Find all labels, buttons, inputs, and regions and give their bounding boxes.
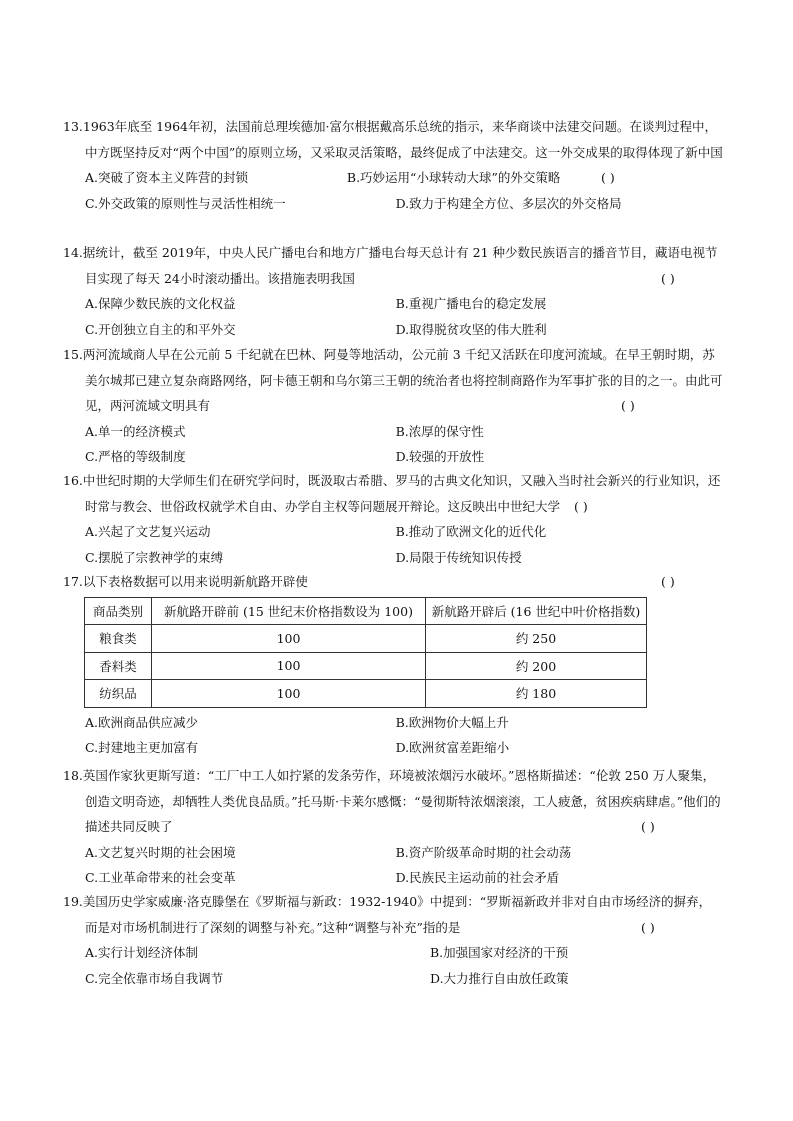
table-cell: 香料类 bbox=[85, 652, 152, 680]
table-header: 新航路开辟后 (16 世纪中叶价格指数) bbox=[426, 597, 647, 625]
question-16 bbox=[63, 468, 723, 570]
table-cell: 粮食类 bbox=[85, 625, 152, 653]
question-stem: 1963年底至 1964年初，法国前总理埃德加·富尔根据戴高乐总统的指示，来华商谈中法建交问题。在谈判过程中，中方既坚持反对“两个中国”的原则立场，又采取灵活策略，最终促成了中法建交。这一外交成果的取得体现了新中国 bbox=[82, 119, 723, 160]
price-index-table bbox=[84, 597, 647, 708]
options bbox=[85, 840, 723, 891]
table-row bbox=[85, 625, 647, 653]
question-stem: 中世纪时期的大学师生们在研究学问时，既汲取古希腊、罗马的古典文化知识，又融入当时社会新兴的行业知识，还时常与教会、世俗政权就学术自由、办学自主权等问题展开辩论。这反映出中世纪大学 bbox=[82, 473, 721, 514]
question-number: 14. bbox=[63, 245, 83, 260]
options bbox=[85, 519, 723, 570]
option-d: D.局限于传统知识传授 bbox=[395, 549, 522, 565]
question-number: 19. bbox=[63, 894, 83, 909]
table-cell: 约 180 bbox=[426, 680, 647, 708]
question-stem: 美国历史学家威廉·洛克滕堡在《罗斯福与新政：1932-1940》中提到：“罗斯福新政并非对自由市场经济的摒弃，而是对市场机制进行了深刻的调整与补充。”这种“调整与补充”指的是 bbox=[82, 894, 712, 935]
option-d: D.民族民主运动前的社会矛盾 bbox=[395, 870, 560, 885]
table-cell: 纺织品 bbox=[85, 680, 152, 708]
option-c: C.外交政策的原则性与灵活性相统一 bbox=[85, 195, 286, 211]
table-row bbox=[85, 680, 647, 708]
question-number: 18. bbox=[63, 768, 83, 783]
option-a: A.单一的经济模式 bbox=[85, 423, 186, 439]
option-d: D.致力于构建全方位、多层次的外交格局 bbox=[395, 195, 622, 211]
option-a: A.保障少数民族的文化权益 bbox=[85, 296, 236, 311]
question-number: 17. bbox=[63, 574, 83, 589]
answer-paren: ( ) bbox=[574, 498, 588, 514]
options bbox=[85, 419, 723, 470]
options bbox=[85, 291, 723, 342]
table-row bbox=[85, 652, 647, 680]
option-a: A.实行计划经济体制 bbox=[85, 945, 199, 960]
table-header: 新航路开辟前 (15 世纪末价格指数设为 100) bbox=[152, 597, 426, 625]
option-d: D.欧洲贫富差距缩小 bbox=[395, 740, 510, 755]
question-19: 19.美国历史学家威廉·洛克滕堡在《罗斯福与新政：1932-1940》中提到：“罗斯福新政并非对自由市场经济的摒弃，而是对市场机制进行了深刻的调整与补充。”这种“调整与补充”指的是 ( ) A.实行计划经济体制 B.加强国家对经济的干预 C.完全依靠市场自我调节 D.大力推行自由放任政策 bbox=[63, 889, 723, 991]
question-stem: 据统计，截至 2019年，中央人民广播电台和地方广播电台每天总计有 21 种少数民族语言的播音节目，藏语电视节目实现了每天 24小时滚动播出。该措施表明我国 bbox=[82, 245, 718, 286]
table-cell: 100 bbox=[152, 652, 426, 680]
table-header: 商品类别 bbox=[85, 597, 152, 625]
question-stem: 两河流域商人早在公元前 5 千纪就在巴林、阿曼等地活动，公元前 3 千纪又活跃在印度河流域。在早王朝时期，苏美尔城邦已建立复杂商路网络，阿卡德王朝和乌尔第三王朝的统治者也将控制商路作为军事扩张的目的之一。由此可见，两河流域文明具有 bbox=[82, 347, 723, 413]
table-header-row bbox=[85, 597, 647, 625]
option-b: B.巧妙运用“小球转动大球”的外交策略 bbox=[346, 170, 561, 185]
options bbox=[85, 940, 723, 991]
option-a: A.文艺复兴时期的社会困境 bbox=[85, 844, 236, 860]
option-c: C.开创独立自主的和平外交 bbox=[85, 321, 236, 337]
option-b: B.浓厚的保守性 bbox=[395, 423, 484, 439]
option-b: B.欧洲物价大幅上升 bbox=[395, 714, 509, 730]
option-b: B.资产阶级革命时期的社会动荡 bbox=[395, 844, 572, 860]
option-c: C.完全依靠市场自我调节 bbox=[85, 970, 224, 986]
question-number: 16. bbox=[63, 473, 83, 488]
option-d: D.大力推行自由放任政策 bbox=[430, 970, 569, 986]
question-17: 17.以下表格数据可以用来说明新航路开辟使 ( ) 商品类别 新航路开辟前 (15 世纪末价格指数设为 100) 新航路开辟后 (16 世纪中叶价格指数) 粮食类 100 约 250 香料类 100 约 200 纺织品 100 约 180 A.欧洲商品供应减少 B.欧洲物价大幅上升 C.封建地主更加富有 D.欧洲贫富差距缩小 bbox=[63, 569, 723, 761]
option-c: C.摆脱了宗教神学的束缚 bbox=[85, 549, 224, 565]
option-a: A.欧洲商品供应减少 bbox=[85, 714, 199, 730]
option-a: A.兴起了文艺复兴运动 bbox=[85, 524, 211, 539]
question-15: 15.两河流域商人早在公元前 5 千纪就在巴林、阿曼等地活动，公元前 3 千纪又活跃在印度河流域。在早王朝时期，苏美尔城邦已建立复杂商路网络，阿卡德王朝和乌尔第三王朝的统治者也将控制商路作为军事扩张的目的之一。由此可见，两河流域文明具有 ( ) A.单一的经济模式 B.浓厚的保守性 C.严格的等级制度 D.较强的开放性 bbox=[63, 342, 723, 470]
option-a: A.突破了资本主义阵营的封锁 bbox=[85, 170, 249, 185]
question-18: 18.英国作家狄更斯写道：“工厂中工人如拧紧的发条劳作，环境被浓烟污水破坏。”恩格斯描述：“伦敦 250 万人聚集，创造文明奇迹，却牺牲人类优良品质。”托马斯·卡莱尔感慨：“曼彻斯特浓烟滚滚，工人疲惫，贫困疾病肆虐。”他们的描述共同反映了 ( ) A.文艺复兴时期的社会困境 B.资产阶级革命时期的社会动荡 C.工业革命带来的社会变革 D.民族民主运动前的社会矛盾 bbox=[63, 763, 723, 891]
option-d: D.较强的开放性 bbox=[395, 449, 485, 464]
question-number: 13. bbox=[63, 119, 83, 134]
question-number: 15. bbox=[63, 347, 83, 362]
options bbox=[85, 710, 723, 761]
option-d: D.取得脱贫攻坚的伟大胜利 bbox=[395, 321, 547, 337]
table-cell: 约 250 bbox=[426, 625, 647, 653]
option-b: B.推动了欧洲文化的近代化 bbox=[395, 524, 547, 539]
table-cell: 约 200 bbox=[426, 652, 647, 680]
option-b: B.加强国家对经济的干预 bbox=[430, 945, 569, 960]
options bbox=[85, 165, 723, 216]
option-c: C.严格的等级制度 bbox=[85, 449, 186, 464]
question-13: 13.1963年底至 1964年初，法国前总理埃德加·富尔根据戴高乐总统的指示，来华商谈中法建交问题。在谈判过程中，中方既坚持反对“两个中国”的原则立场，又采取灵活策略，最终促成了中法建交。这一外交成果的取得体现了新中国 ( ) A.突破了资本主义阵营的封锁 B.巧妙运用“小球转动大球”的外交策略 C.外交政策的原则性与灵活性相统一 D.致力于构建全方位、多层次的外交格局 bbox=[63, 114, 723, 216]
table-cell: 100 bbox=[152, 625, 426, 653]
option-c: C.封建地主更加富有 bbox=[85, 740, 199, 755]
option-c: C.工业革命带来的社会变革 bbox=[85, 870, 236, 885]
option-b: B.重视广播电台的稳定发展 bbox=[395, 296, 547, 311]
question-stem: 以下表格数据可以用来说明新航路开辟使 bbox=[82, 574, 308, 589]
table-cell: 100 bbox=[152, 680, 426, 708]
question-stem: 英国作家狄更斯写道：“工厂中工人如拧紧的发条劳作，环境被浓烟污水破坏。”恩格斯描述：“伦敦 250 万人聚集，创造文明奇迹，却牺牲人类优良品质。”托马斯·卡莱尔感慨：“曼彻斯特浓烟滚滚，工人疲惫，贫困疾病肆虐。”他们的描述共同反映了 bbox=[82, 768, 721, 834]
question-14: 14.据统计，截至 2019年，中央人民广播电台和地方广播电台每天总计有 21 种少数民族语言的播音节目，藏语电视节目实现了每天 24小时滚动播出。该措施表明我国 ( ) A.保障少数民族的文化权益 B.重视广播电台的稳定发展 C.开创独立自主的和平外交 D.取得脱贫攻坚的伟大胜利 bbox=[63, 240, 723, 342]
